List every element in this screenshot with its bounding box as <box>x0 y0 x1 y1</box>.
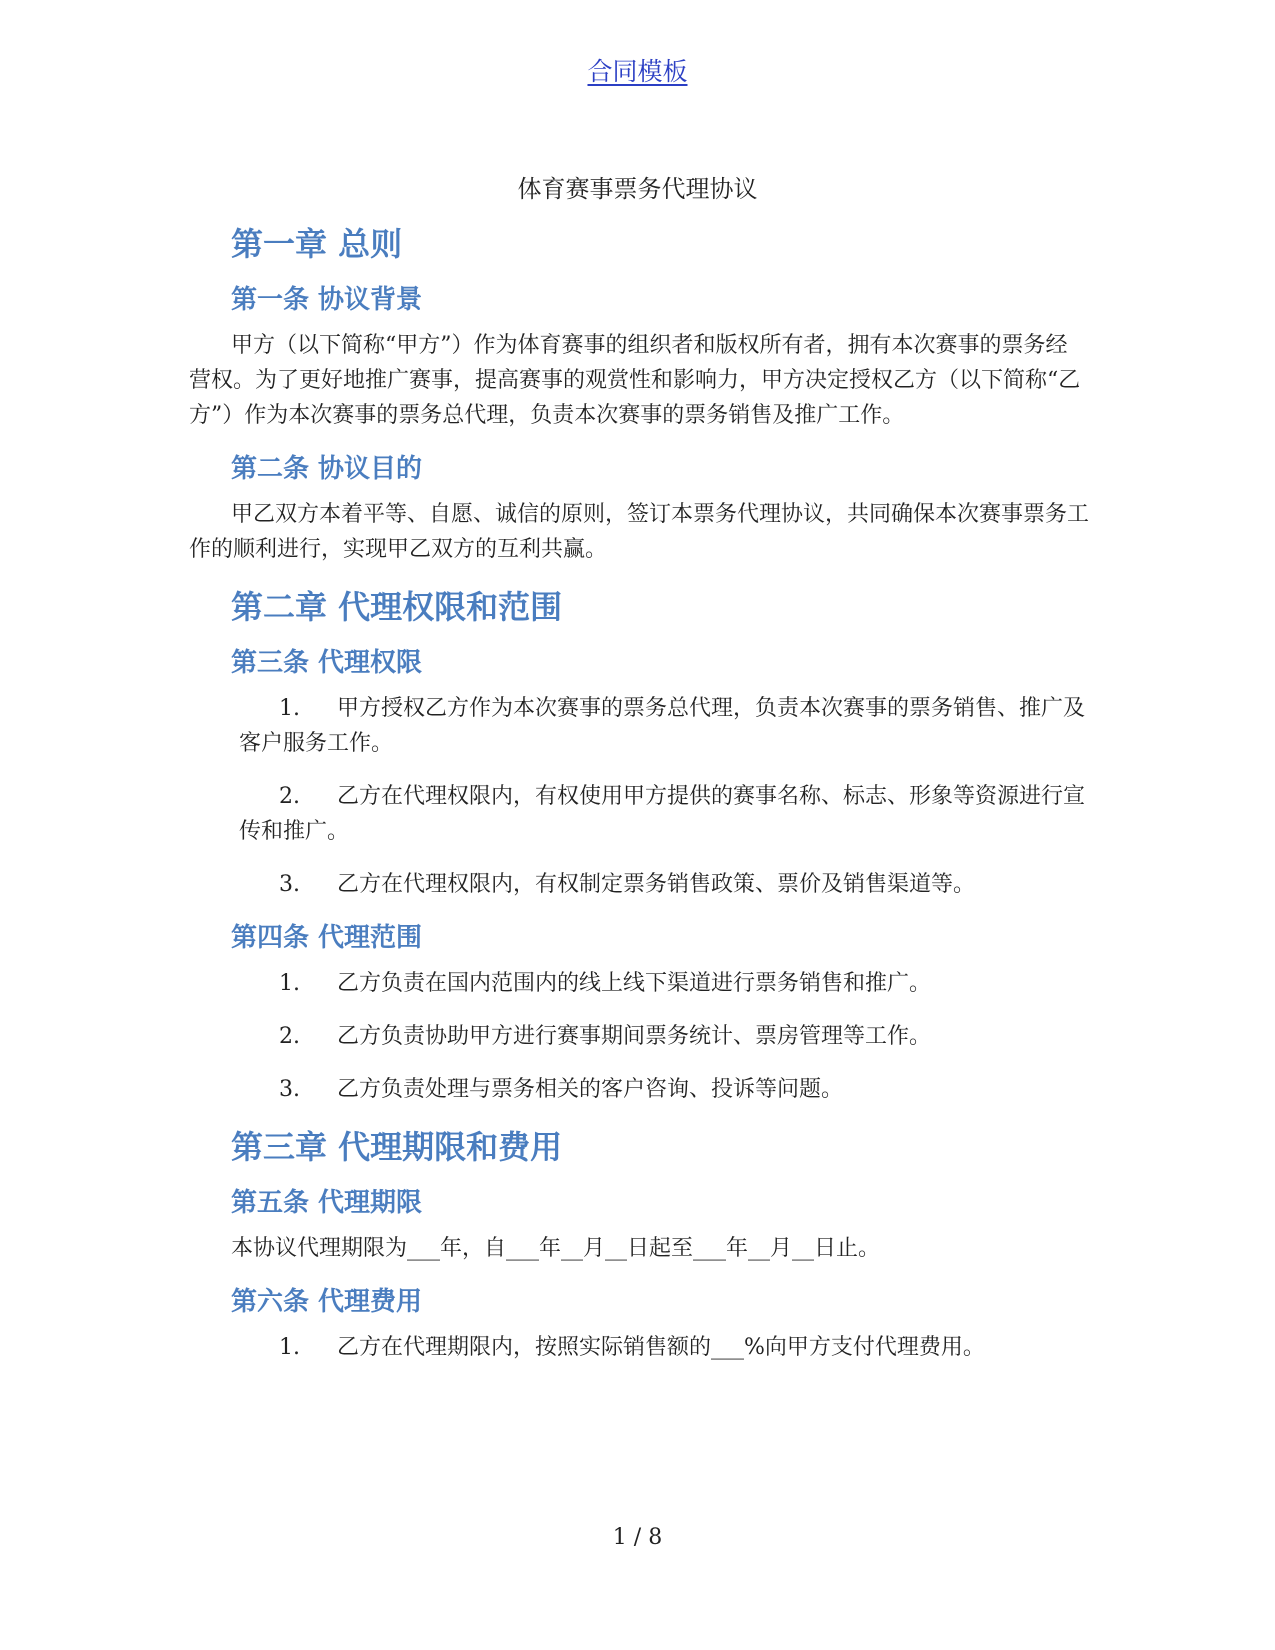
chapter-3-heading: 第三章 代理期限和费用 <box>231 1128 563 1166</box>
list-item <box>239 1072 1089 1107</box>
document-title: 体育赛事票务代理协议 <box>517 175 758 203</box>
list-item <box>239 1330 1089 1365</box>
list-item-number: 1. <box>279 696 300 721</box>
list-item-number: 3. <box>279 1077 300 1102</box>
list-item <box>239 691 1089 761</box>
list-item-text: 乙方负责协助甲方进行赛事期间票务统计、票房管理等工作。 <box>337 1024 932 1049</box>
contract-template-link[interactable]: 合同模板 <box>587 57 688 86</box>
list-item <box>239 867 1089 902</box>
list-item-number: 2. <box>279 1024 300 1049</box>
article-5-heading: 第五条 代理期限 <box>231 1188 423 1218</box>
list-item <box>239 779 1089 849</box>
list-item-text: 乙方在代理期限内，按照实际销售额的___%向甲方支付代理费用。 <box>337 1335 985 1360</box>
list-item <box>239 966 1089 1001</box>
list-item-text: 乙方在代理权限内，有权制定票务销售政策、票价及销售渠道等。 <box>337 872 976 897</box>
list-item-number: 3. <box>279 872 300 897</box>
article-2-paragraph: 甲乙双方本着平等、自愿、诚信的原则，签订本票务代理协议，共同确保本次赛事票务工作的顺利进行，实现甲乙双方的互利共赢。 <box>189 502 1090 562</box>
chapter-2-heading: 第二章 代理权限和范围 <box>231 588 563 626</box>
article-1-paragraph: 甲方（以下简称“甲方”）作为体育赛事的组织者和版权所有者，拥有本次赛事的票务经营权。为了更好地推广赛事，提高赛事的观赏性和影响力，甲方决定授权乙方（以下简称“乙方”）作为本次赛事的票务总代理，负责本次赛事的票务销售及推广工作。 <box>189 333 1081 428</box>
list-item-number: 1. <box>279 971 300 996</box>
article-6-heading: 第六条 代理费用 <box>231 1287 423 1317</box>
document-body <box>189 222 1089 1383</box>
list-item-text: 甲方授权乙方作为本次赛事的票务总代理，负责本次赛事的票务销售、推广及客户服务工作。 <box>239 696 1086 756</box>
chapter-1-heading: 第一章 总则 <box>231 225 403 263</box>
article-1-heading: 第一条 协议背景 <box>231 285 423 315</box>
list-item-text: 乙方在代理权限内，有权使用甲方提供的赛事名称、标志、形象等资源进行宣传和推广。 <box>239 784 1086 844</box>
article-5-paragraph: 本协议代理期限为___年，自___年__月__日起至___年__月__日止。 <box>231 1236 881 1261</box>
list-item-text: 乙方负责处理与票务相关的客户咨询、投诉等问题。 <box>337 1077 844 1102</box>
page-number: 1 / 8 <box>612 1525 663 1550</box>
list-item-text: 乙方负责在国内范围内的线上线下渠道进行票务销售和推广。 <box>337 971 932 996</box>
article-4-heading: 第四条 代理范围 <box>231 923 423 953</box>
article-2-heading: 第二条 协议目的 <box>231 454 423 484</box>
list-item-number: 1. <box>279 1335 300 1360</box>
article-3-heading: 第三条 代理权限 <box>231 648 423 678</box>
list-item <box>239 1019 1089 1054</box>
list-item-number: 2. <box>279 784 300 809</box>
